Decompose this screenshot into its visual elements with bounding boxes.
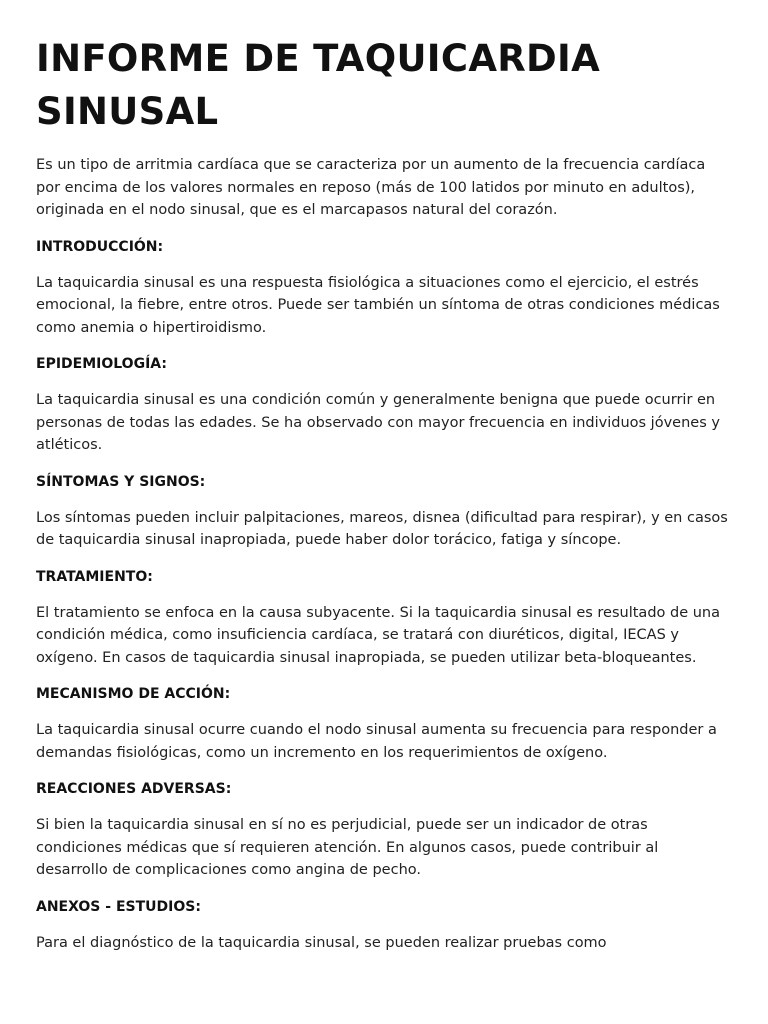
section-heading: EPIDEMIOLOGÍA:	[36, 356, 167, 372]
section-heading: MECANISMO DE ACCIÓN:	[36, 686, 231, 702]
section-introduccion	[36, 236, 732, 340]
section-heading: REACCIONES ADVERSAS:	[36, 781, 232, 797]
section-heading: TRATAMIENTO:	[36, 568, 153, 585]
section-body: Los síntomas pueden incluir palpitaciones, mareos, disnea (dificultad para respirar), y en casos de taquicardia sinusal inapropiada, puede haber dolor torácico, fatiga y síncope.	[36, 509, 728, 548]
document-title-line-1: INFORME DE TAQUICARDIA	[36, 37, 601, 80]
section-body: El tratamiento se enfoca en la causa subyacente. Si la taquicardia sinusal es resultado de una condición médica, como insuficiencia cardíaca, se tratará con diuréticos, digital, IECAS y oxígeno. En casos de taquicardia sinusal inapropiada, se pueden utilizar beta-bloqueantes.	[36, 604, 720, 666]
section-sintomas-y-signos	[36, 471, 732, 552]
section-body: La taquicardia sinusal es una respuesta fisiológica a situaciones como el ejercicio, el estrés emocional, la fiebre, entre otros. Puede ser también un síntoma de otras condiciones médicas como anemia o hipertiroidismo.	[36, 274, 720, 336]
document-title-line-2: SINUSAL	[36, 90, 219, 133]
section-body: Si bien la taquicardia sinusal en sí no es perjudicial, puede ser un indicador de otras condiciones médicas que sí requieren atención. En algunos casos, puede contribuir al desarrollo de complicaciones como angina de pecho.	[36, 817, 659, 878]
section-epidemiologia	[36, 353, 732, 457]
section-body: La taquicardia sinusal es una condición común y generalmente benigna que puede ocurrir en personas de todas las edades. Se ha observado con mayor frecuencia en individuos jóvenes y atléticos.	[36, 392, 720, 453]
section-tratamiento	[36, 566, 732, 670]
section-mecanismo-de-accion	[36, 683, 732, 764]
document-title	[36, 32, 732, 138]
section-heading: ANEXOS - ESTUDIOS:	[36, 898, 201, 915]
section-reacciones-adversas	[36, 778, 732, 882]
section-anexos-estudios	[36, 896, 732, 955]
section-body: Para el diagnóstico de la taquicardia sinusal, se pueden realizar pruebas como	[36, 934, 607, 951]
section-body: La taquicardia sinusal ocurre cuando el nodo sinusal aumenta su frecuencia para responder a demandas fisiológicas, como un incremento en los requerimientos de oxígeno.	[36, 722, 717, 761]
section-heading: SÍNTOMAS Y SIGNOS:	[36, 473, 206, 490]
intro-paragraph: Es un tipo de arritmia cardíaca que se caracteriza por un aumento de la frecuencia cardíaca por encima de los valores normales en reposo (más de 100 latidos por minuto en adultos), originada en el nodo sinusal, que es el marcapasos natural del corazón.	[36, 157, 706, 218]
section-heading: INTRODUCCIÓN:	[36, 238, 164, 255]
